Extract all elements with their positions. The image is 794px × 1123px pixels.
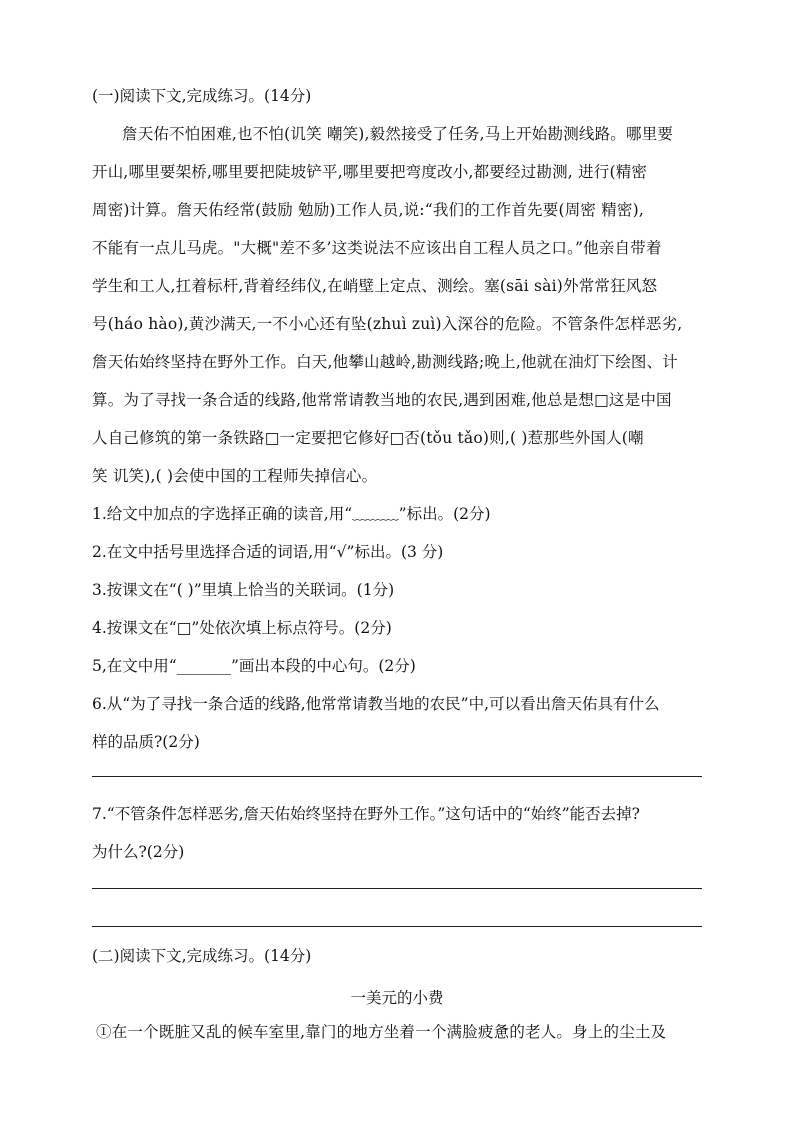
question-1: 1.给文中加点的字选择正确的读音,用“﹏﹏﹏”标出。(2分): [92, 505, 491, 523]
question-6-cont: 样的品质?(2分): [92, 733, 200, 751]
section2-heading: (二)阅读下文,完成练习。(14分): [92, 947, 312, 965]
question-7: 7.“不管条件怎样恶劣,詹天佑始终坚持在野外工作。”这句话中的“始终”能否去掉?: [92, 805, 640, 823]
section1-heading: (一)阅读下文,完成练习。(14分): [92, 87, 312, 105]
answer-line[interactable]: [92, 776, 702, 777]
question-4: 4.按课文在“□”处依次填上标点符号。(2分): [92, 619, 392, 637]
passage-line: 号(háo hào),黄沙满天,一不小心还有坠(zhuì zuì)入深谷的危险。不管条件怎样恶劣,: [92, 315, 683, 333]
passage-line: 算。为了寻找一条合适的线路,他常常请教当地的农民,遇到困难,他总是想□这是中国: [92, 391, 672, 409]
answer-line[interactable]: [92, 888, 702, 889]
passage-line: 周密)计算。詹天佑经常(鼓励 勉励)工作人员,说:“我们的工作首先要(周密 精密),: [92, 201, 644, 219]
passage-line: 开山,哪里要架桥,哪里要把陡坡铲平,哪里要把弯度改小,都要经过勘测, 进行(精密: [92, 163, 648, 181]
question-5: 5,在文中用“_______”画出本段的中心句。(2分): [92, 657, 416, 675]
passage-line: 詹天佑不怕困难,也不怕(讥笑 嘲笑),毅然接受了任务,马上开始勘测线路。哪里要: [122, 125, 674, 143]
passage-line: 笑 讥笑),( )会使中国的工程师失掉信心。: [92, 467, 378, 485]
passage-line: 人自己修筑的第一条铁路□一定要把它修好□否(tǒu tǎo)则,( )惹那些外国人(嘲: [92, 429, 644, 447]
question-7-cont: 为什么?(2分): [92, 843, 185, 861]
question-3: 3.按课文在“( )”里填上恰当的关联词。(1分): [92, 581, 395, 599]
passage-line: 学生和工人,扛着标杆,背着经纬仪,在峭壁上定点、测绘。塞(sāi sài)外常常狂风怒: [92, 277, 658, 295]
passage-line: 詹天佑始终坚持在野外工作。白天,他攀山越岭,勘测线路;晚上,他就在油灯下绘图、计: [92, 353, 679, 371]
passage-line: 不能有一点儿马虎。"大概"差不多’这类说法不应该出自工程人员之口。”他亲自带着: [92, 239, 662, 257]
passage-line: ①在一个既脏又乱的候车室里,靠门的地方坐着一个满脸疲惫的老人。身上的尘土及: [96, 1023, 667, 1041]
answer-line[interactable]: [92, 926, 702, 927]
passage-title: 一美元的小费: [350, 989, 444, 1007]
question-2: 2.在文中括号里选择合适的词语,用“√”标出。(3 分): [92, 543, 444, 561]
question-6: 6.从“为了寻找一条合适的线路,他常常请教当地的农民”中,可以看出詹天佑具有什么: [92, 695, 660, 713]
